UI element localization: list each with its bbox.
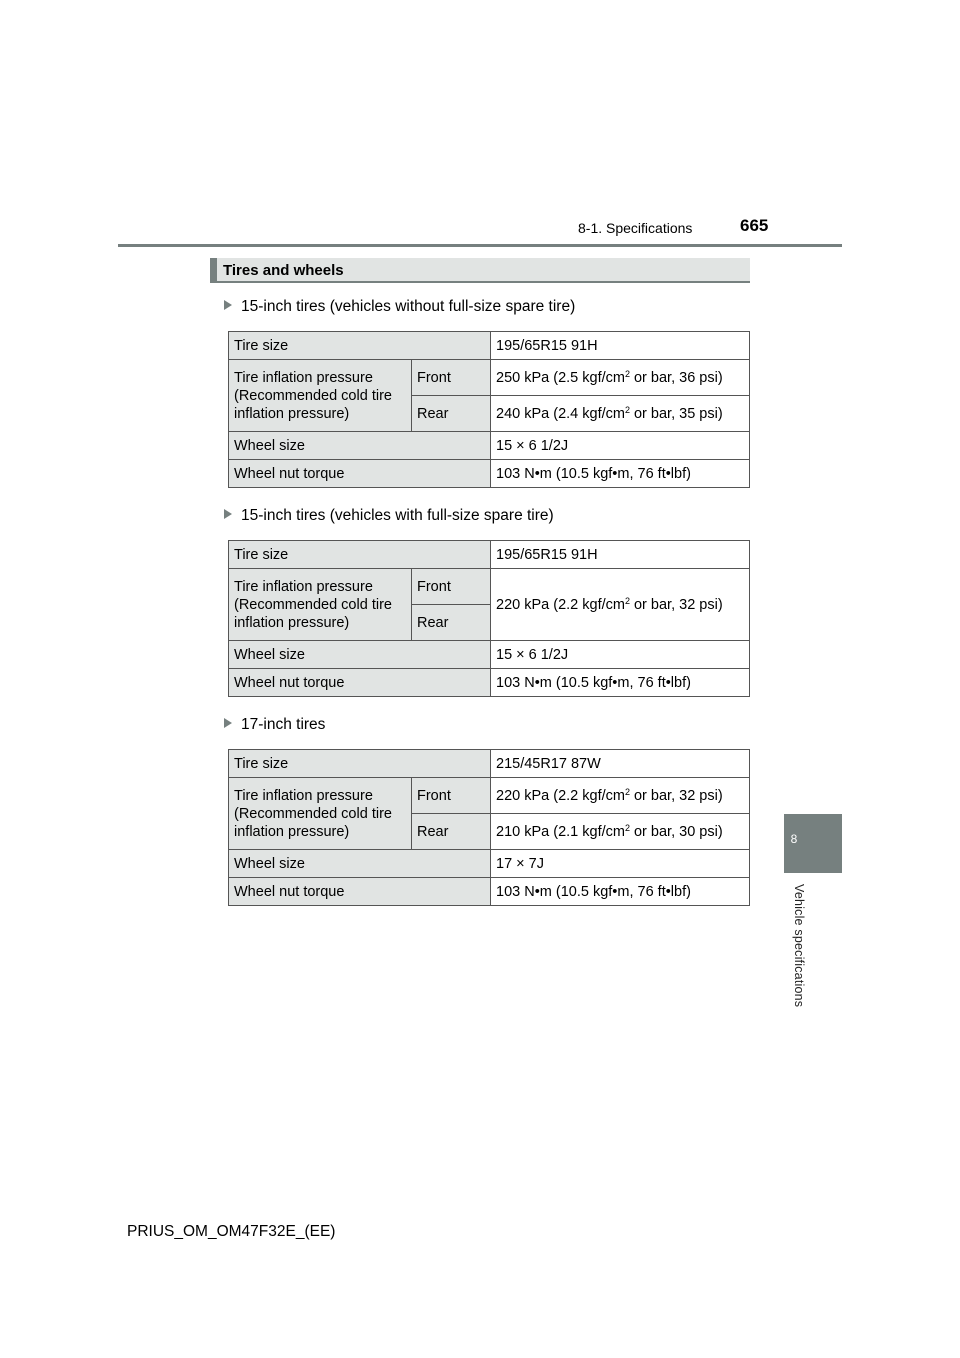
value-text: or bar, 32 psi) [629,596,723,613]
value-text: or bar, 30 psi) [629,823,723,840]
superscript: 2 [624,404,630,415]
nut-torque-value: 103 N•m (10.5 kgf•m, 76 ft•lbf) [491,460,750,488]
heading-text: Tires and wheels [223,262,344,279]
pressure-label-line: inflation pressure) [234,614,350,631]
pressure-label-line: inflation pressure) [234,823,350,840]
nut-torque-value: 103 N•m (10.5 kgf•m, 76 ft•lbf) [491,878,750,906]
section-title: 8-1. Specifications [578,220,693,236]
nut-torque-label: Wheel nut torque [229,669,491,697]
table-row [229,669,750,697]
spec-table-15-with-spare [228,540,750,697]
superscript: 2 [624,368,630,379]
pressure-label [229,360,412,432]
wheel-size-label: Wheel size [229,641,491,669]
heading-bar [210,258,217,283]
page-number: 665 [740,216,769,235]
wheel-size-value: 15 × 6 1/2J [491,641,750,669]
wheel-size-value: 15 × 6 1/2J [491,432,750,460]
front-label: Front [412,569,491,605]
subtitle-15-no-spare [224,298,575,316]
triangle-bullet-icon [224,509,232,519]
tire-size-label: Tire size [229,541,491,569]
triangle-bullet-icon [224,718,232,728]
tire-size-label: Tire size [229,332,491,360]
value-text: or bar, 35 psi) [629,405,723,422]
nut-torque-value: 103 N•m (10.5 kgf•m, 76 ft•lbf) [491,669,750,697]
pressure-label-line: inflation pressure) [234,405,350,422]
spec-table-15-no-spare [228,331,750,488]
pressure-label [229,569,412,641]
subtitle-17 [224,716,325,734]
pressure-label [229,778,412,850]
table-row [229,778,750,814]
pressure-value [491,569,750,641]
table-row [229,541,750,569]
subtitle-text: 17-inch tires [241,716,326,733]
value-text: 220 kPa (2.2 kgf/cm [496,596,625,613]
superscript: 2 [624,595,630,606]
tire-size-value: 195/65R15 91H [491,332,750,360]
table-row [229,750,750,778]
wheel-size-value: 17 × 7J [491,850,750,878]
table-row [229,360,750,396]
pressure-label-line: (Recommended cold tire [234,805,392,822]
nut-torque-label: Wheel nut torque [229,460,491,488]
rear-label: Rear [412,396,491,432]
rear-label: Rear [412,814,491,850]
document-code: PRIUS_OM_OM47F32E_(EE) [127,1223,336,1240]
pressure-label-line: (Recommended cold tire [234,596,392,613]
table-row [229,460,750,488]
rear-pressure-value [491,814,750,850]
pressure-label-line: Tire inflation pressure [234,369,373,386]
chapter-tab [784,814,842,873]
pressure-label-line: Tire inflation pressure [234,787,373,804]
front-pressure-value [491,360,750,396]
value-text: or bar, 36 psi) [629,369,723,386]
subtitle-text: 15-inch tires (vehicles without full-size spare tire) [241,298,576,315]
value-text: 220 kPa (2.2 kgf/cm [496,787,625,804]
chapter-title: Vehicle specifications [792,884,806,1008]
value-text: 210 kPa (2.1 kgf/cm [496,823,625,840]
rear-pressure-value [491,396,750,432]
value-text: 250 kPa (2.5 kgf/cm [496,369,625,386]
pressure-label-line: Tire inflation pressure [234,578,373,595]
superscript: 2 [624,822,630,833]
chapter-number: 8 [790,832,798,846]
subtitle-15-with-spare [224,507,554,525]
table-row [229,432,750,460]
rear-label: Rear [412,605,491,641]
triangle-bullet-icon [224,300,232,310]
front-pressure-value [491,778,750,814]
wheel-size-label: Wheel size [229,850,491,878]
value-text: or bar, 32 psi) [629,787,723,804]
value-text: 240 kPa (2.4 kgf/cm [496,405,625,422]
table-row [229,332,750,360]
wheel-size-label: Wheel size [229,432,491,460]
pressure-label-line: (Recommended cold tire [234,387,392,404]
header-divider [118,244,842,247]
spec-table-17 [228,749,750,906]
tire-size-value: 195/65R15 91H [491,541,750,569]
table-row [229,878,750,906]
superscript: 2 [624,786,630,797]
front-label: Front [412,778,491,814]
section-heading [210,258,750,283]
nut-torque-label: Wheel nut torque [229,878,491,906]
table-row [229,641,750,669]
table-row [229,569,750,605]
subtitle-text: 15-inch tires (vehicles with full-size spare tire) [241,507,554,524]
tire-size-label: Tire size [229,750,491,778]
tire-size-value: 215/45R17 87W [491,750,750,778]
table-row [229,850,750,878]
front-label: Front [412,360,491,396]
